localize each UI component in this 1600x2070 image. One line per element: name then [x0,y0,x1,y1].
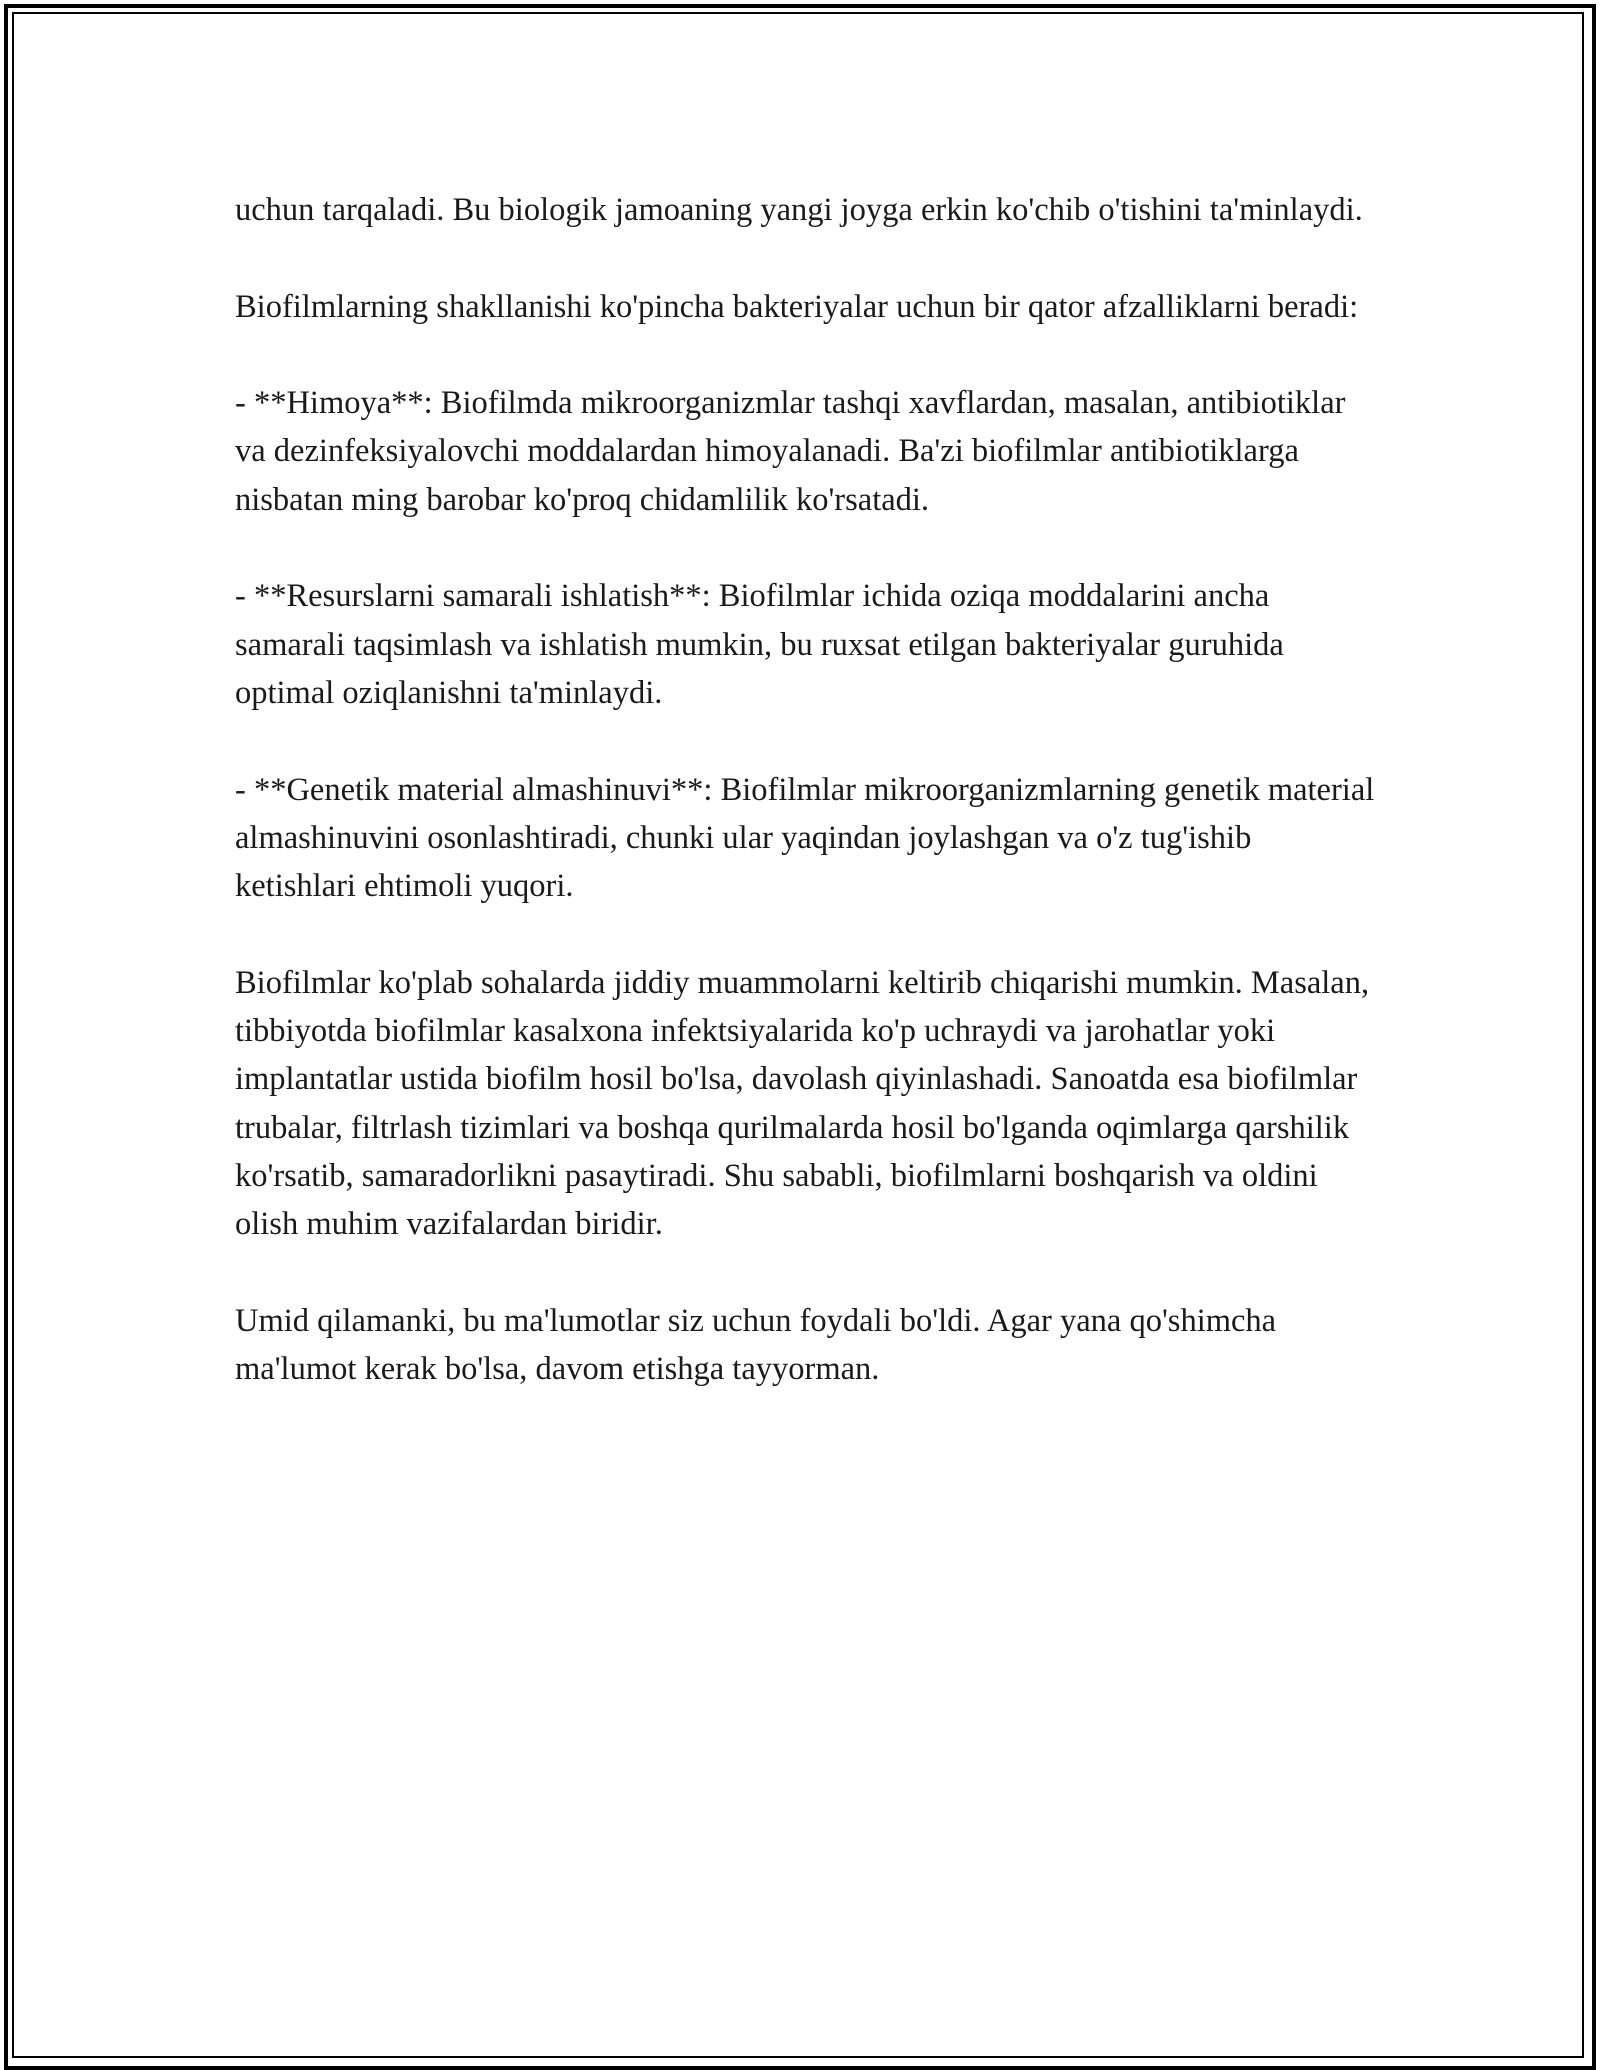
list-item-genetic-exchange: - **Genetik material almashinuvi**: Biofilmlar mikroorganizmlarning genetik material almashinuvini osonlashtiradi, chunki ular yaqindan joylashgan va o'z tug'ishib ketishlari ehtimoli yuqori. [235,771,1375,905]
document-body [235,186,1375,1393]
list-item-protection: - **Himoya**: Biofilmda mikroorganizmlar tashqi xavflardan, masalan, antibiotiklar va dezinfeksiyalovchi moddalardan himoyalanadi. Ba'zi biofilmlar antibiotiklarga nisbatan ming barobar ko'proq chidamlilik ko'rsatadi. [235,385,1346,518]
list-item-resources: - **Resurslarni samarali ishlatish**: Biofilmlar ichida oziqa moddalarini ancha samarali taqsimlash va ishlatish mumkin, bu ruxsat etilgan bakteriyalar guruhida optimal oziqlanishni ta'minlaydi. [235,578,1284,711]
paragraph-problems: Biofilmlar ko'plab sohalarda jiddiy muammolarni keltirib chiqarishi mumkin. Masalan, tibbiyotda biofilmlar kasalxona infektsiyalarida ko'p uchraydi va jarohatlar yoki implantatlar ustida biofilm hosil bo'lsa, davolash qiyinlashadi. Sanoatda esa biofilmlar trubalar, filtrlash tizimlari va boshqa qurilmalarda hosil bo'lganda oqimlarga qarshilik ko'rsatib, samaradorlikni pasaytiradi. Shu sababli, biofilmlarni boshqarish va oldini olish muhim vazifalardan biridir. [235,964,1370,1243]
paragraph-advantages-intro: Biofilmlarning shakllanishi ko'pincha bakteriyalar uchun bir qator afzalliklarni beradi: [235,288,1359,325]
paragraph-closing: Umid qilamanki, bu ma'lumotlar siz uchun foydali bo'ldi. Agar yana qo'shimcha ma'lumot kerak bo'lsa, davom etishga tayyorman. [235,1302,1277,1388]
paragraph-continuation: uchun tarqaladi. Bu biologik jamoaning yangi joyga erkin ko'chib o'tishini ta'minlaydi. [235,192,1363,228]
